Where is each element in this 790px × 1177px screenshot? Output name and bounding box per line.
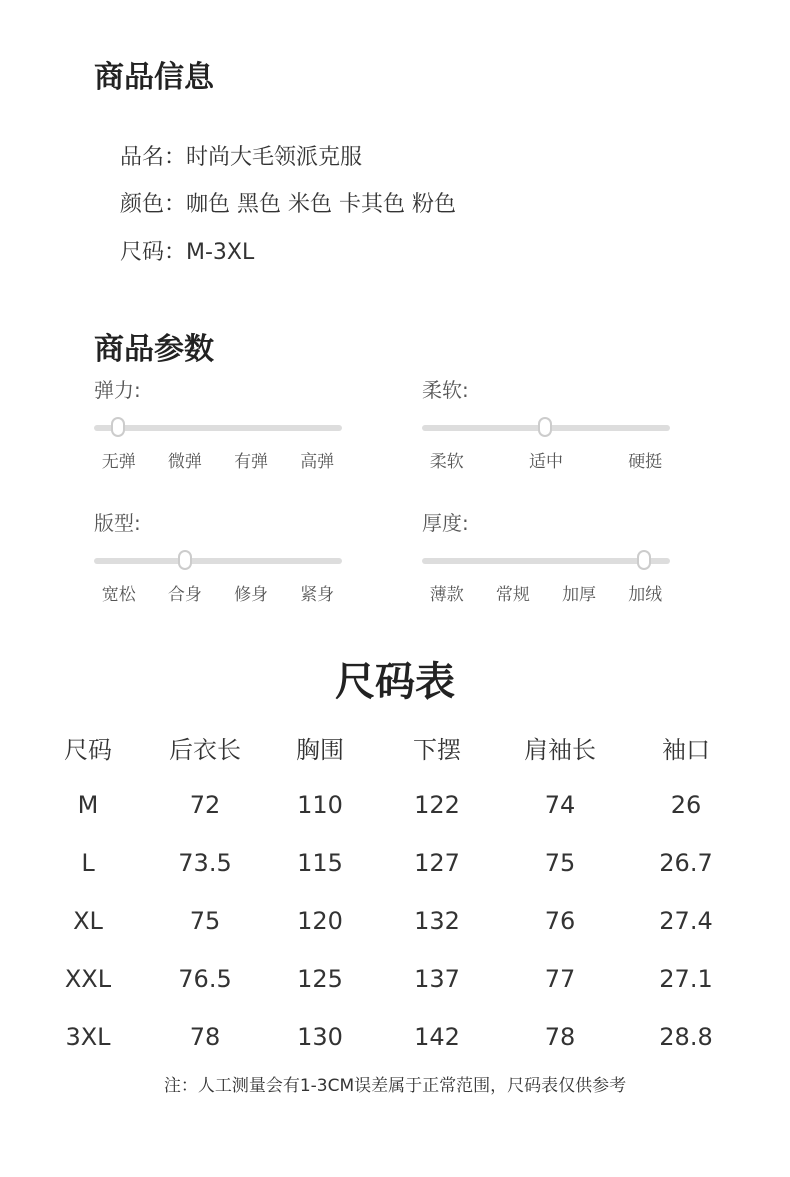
table-cell: 26.7	[659, 849, 713, 877]
table-cell: 27.1	[659, 965, 713, 993]
param-slider-track	[422, 425, 670, 431]
table-cell: 26	[670, 791, 702, 819]
table-row	[29, 950, 749, 1008]
table-cell: 142	[414, 1023, 460, 1051]
table-cell: 78	[189, 1023, 221, 1051]
table-cell: 120	[297, 907, 343, 935]
table-cell: 74	[544, 791, 576, 819]
param-tick: 宽松	[101, 585, 136, 605]
table-cell: 77	[544, 965, 576, 993]
param-thickness	[422, 510, 670, 605]
table-cell: 137	[414, 965, 460, 993]
param-tick: 加绒	[628, 585, 663, 605]
params-title: 商品参数	[94, 332, 214, 367]
table-cell: 132	[414, 907, 460, 935]
param-tick: 高弹	[300, 452, 335, 472]
param-label: 厚度:	[422, 511, 469, 535]
param-tick: 薄款	[429, 585, 464, 605]
product-info-title: 商品信息	[94, 60, 214, 95]
param-slider-track	[94, 558, 342, 564]
size-table	[29, 718, 749, 1066]
param-slider-knob	[111, 417, 125, 437]
table-cell: 72	[189, 791, 221, 819]
header-shoulder-sleeve: 肩袖长	[524, 735, 596, 764]
param-tick: 紧身	[300, 585, 335, 605]
param-tick: 加厚	[562, 585, 597, 605]
info-line-size: 尺码：M-3XL	[120, 240, 255, 265]
header-size: 尺码	[64, 735, 112, 764]
param-tick: 常规	[495, 585, 530, 605]
table-cell: XXL	[64, 965, 112, 993]
param-slider-knob	[637, 550, 651, 570]
table-cell: 122	[414, 791, 460, 819]
table-cell: 127	[414, 849, 460, 877]
param-tick: 无弹	[101, 452, 136, 472]
header-back-length: 后衣长	[169, 735, 241, 764]
table-cell: 130	[297, 1023, 343, 1051]
info-line-color: 颜色：咖色 黑色 米色 卡其色 粉色	[120, 192, 456, 217]
param-ticks	[422, 447, 670, 472]
info-line-name: 品名：时尚大毛领派克服	[120, 145, 363, 170]
param-slider-track	[422, 558, 670, 564]
size-chart-note: 注：人工测量会有1-3CM误差属于正常范围，尺码表仅供参考	[163, 1076, 627, 1096]
param-slider-track	[94, 425, 342, 431]
table-cell: 125	[297, 965, 343, 993]
param-ticks	[422, 580, 670, 605]
param-tick: 有弹	[234, 452, 269, 472]
param-label: 版型:	[94, 511, 141, 535]
param-tick: 柔软	[429, 452, 464, 472]
table-cell: 28.8	[659, 1023, 713, 1051]
table-cell: L	[81, 849, 95, 877]
param-elasticity	[94, 377, 342, 472]
table-cell: 76.5	[178, 965, 232, 993]
table-cell: 75	[544, 849, 576, 877]
param-label: 弹力:	[94, 378, 141, 402]
table-row	[29, 776, 749, 834]
param-tick: 修身	[234, 585, 269, 605]
table-cell: 78	[544, 1023, 576, 1051]
table-row	[29, 1008, 749, 1066]
table-cell: XL	[73, 907, 103, 935]
param-label: 柔软:	[422, 378, 469, 402]
param-ticks	[94, 580, 342, 605]
header-cuff: 袖口	[662, 735, 710, 764]
header-bust: 胸围	[296, 735, 344, 764]
table-cell: M	[77, 791, 99, 819]
table-cell: 110	[297, 791, 343, 819]
table-cell: 76	[544, 907, 576, 935]
table-cell: 3XL	[65, 1023, 111, 1051]
table-cell: 73.5	[178, 849, 232, 877]
table-row	[29, 834, 749, 892]
table-cell: 115	[297, 849, 343, 877]
param-ticks	[94, 447, 342, 472]
table-cell: 27.4	[659, 907, 713, 935]
param-slider-knob	[178, 550, 192, 570]
param-fit	[94, 510, 342, 605]
table-row	[29, 892, 749, 950]
param-tick: 适中	[529, 452, 563, 472]
size-chart-title: 尺码表	[335, 659, 455, 705]
table-cell: 75	[189, 907, 221, 935]
table-header-row	[29, 718, 749, 776]
param-tick: 硬挺	[628, 452, 663, 472]
param-tick: 微弹	[167, 452, 202, 472]
param-slider-knob	[538, 417, 552, 437]
param-tick: 合身	[167, 585, 202, 605]
header-hem: 下摆	[413, 735, 461, 764]
param-softness	[422, 377, 670, 472]
